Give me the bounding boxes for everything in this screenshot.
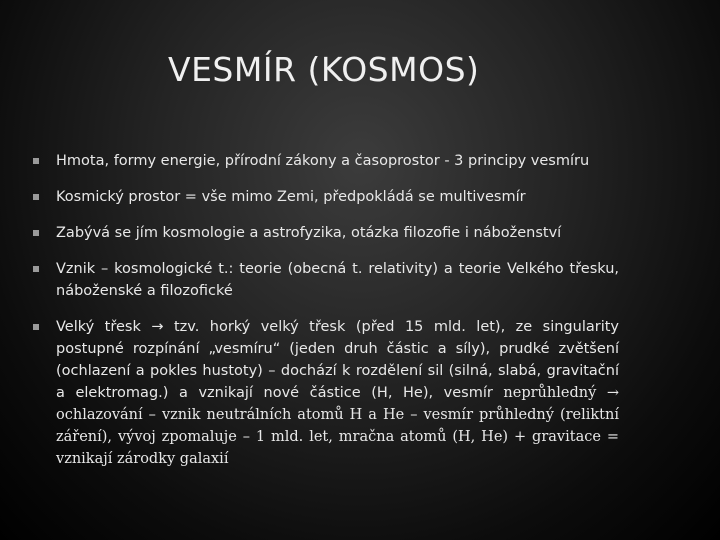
bullet-square-icon [33, 158, 39, 164]
bullet-square-icon [33, 324, 39, 330]
bullet-square-icon [33, 194, 39, 200]
bullet-text-serif: neprůhledný → ochlazování – vznik neutrálních atomů H a He – vesmír průhledný (reliktní záření), vývoj zpomaluje – 1 mld. let, mračna atomů (H, He) + gravitace = vznikají zárodky galaxií [56, 385, 619, 467]
bullet-item [33, 316, 619, 470]
bullet-square-icon [33, 230, 39, 236]
bullet-list [33, 150, 619, 484]
slide-title: VESMÍR (KOSMOS) [168, 50, 480, 89]
bullet-text: Velký třesk → tzv. horký velký třesk (před 15 mld. let), ze singularity postupné rozpínání „vesmíru“ (jeden druh částic a síly), prudké zvětšení (ochlazení a pokles hustoty) – dochází k rozdělení sil (silná, slabá, gravitační a elektromag.) a vznikají nové částice (H, He), vesmír [56, 319, 619, 401]
bullet-square-icon [33, 266, 39, 272]
bullet-item [33, 258, 619, 302]
bullet-text: Vznik – kosmologické t.: teorie (obecná t. relativity) a teorie Velkého třesku, náboženské a filozofické [56, 261, 619, 299]
bullet-item [33, 150, 619, 172]
bullet-text: Zabývá se jím kosmologie a astrofyzika, otázka filozofie i náboženství [56, 225, 562, 241]
bullet-item [33, 222, 619, 244]
bullet-text: Kosmický prostor = vše mimo Zemi, předpokládá se multivesmír [56, 189, 526, 205]
bullet-text: Hmota, formy energie, přírodní zákony a časoprostor - 3 principy vesmíru [56, 153, 590, 169]
bullet-item [33, 186, 619, 208]
